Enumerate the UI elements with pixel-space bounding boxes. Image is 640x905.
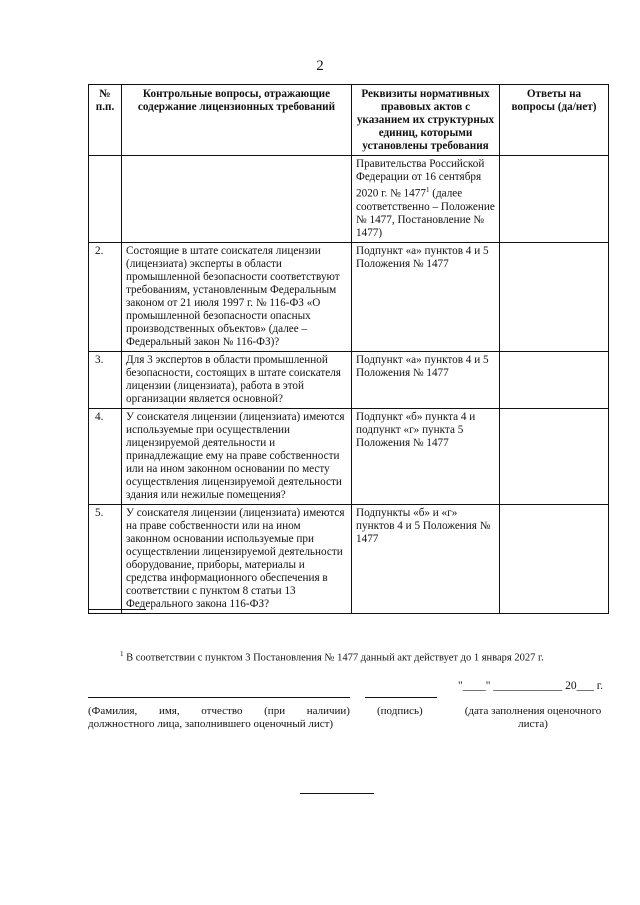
cell-answer[interactable]	[500, 504, 609, 613]
table-row	[89, 504, 609, 613]
fio-caption-line2: должностного лица, заполнившего оценочный лист)	[88, 718, 334, 730]
signature-line[interactable]	[365, 697, 437, 698]
table-header-row	[89, 85, 609, 156]
cell-question: У соискателя лицензии (лицензиата) имеются на праве собственности или на ином законном основании используемые при осуществлении лицензируемой деятельности оборудование, приборы, материалы и средства информационного обеспечения в соответствии с пунктом 8 статьи 13 Федерального закона 116-ФЗ?	[122, 504, 352, 613]
fio-caption	[88, 705, 350, 731]
cell-num: 3.	[89, 351, 122, 408]
cell-requisites: Подпункт «б» пункта 4 и подпункт «г» пункта 5 Положения № 1477	[352, 408, 500, 504]
cell-num: 4.	[89, 408, 122, 504]
page-number: 2	[316, 58, 324, 74]
cell-question: Состоящие в штате соискателя лицензии (лицензиата) эксперты в области промышленной безопасности соответствуют требованиям, установленным Федеральным законом от 21 июля 1997 г. № 116-ФЗ «О промышленной безопасности опасных производственных объектов» (далее – Федеральный закон № 116-ФЗ)?	[122, 242, 352, 351]
table-row	[89, 242, 609, 351]
header-num: № п.п.	[89, 85, 122, 156]
cell-num	[89, 156, 122, 243]
fio-word: (Фамилия,	[88, 705, 138, 717]
cell-num: 2.	[89, 242, 122, 351]
cell-requisites: Подпункт «а» пунктов 4 и 5 Положения № 1477	[352, 351, 500, 408]
cell-requisites: Подпункт «а» пунктов 4 и 5 Положения № 1477	[352, 242, 500, 351]
header-requisites: Реквизиты нормативных правовых актов с указанием их структурных единиц, которыми установлены требования	[352, 85, 500, 156]
cell-num: 5.	[89, 504, 122, 613]
fio-word: наличии)	[306, 705, 350, 717]
cell-answer[interactable]	[500, 156, 609, 243]
signature-caption: (подпись)	[377, 705, 423, 717]
cell-question	[122, 156, 352, 243]
date-caption: (дата заполнения оценочного листа)	[464, 705, 602, 730]
cell-answer[interactable]	[500, 351, 609, 408]
table-row	[89, 408, 609, 504]
footnote-ref: 1	[425, 186, 430, 194]
cell-question: У соискателя лицензии (лицензиата) имеются используемые при осуществлении лицензируемой деятельности и принадлежащие ему на праве собственности или на ином законном основании по месту осуществления лицензируемой деятельности здания или нежилые помещения?	[122, 408, 352, 504]
header-answer: Ответы на вопросы (да/нет)	[500, 85, 609, 156]
cell-question: Для 3 экспертов в области промышленной безопасности, состоящих в штате соискателя лицензии (лицензиата), работа в этой организации является основной?	[122, 351, 352, 408]
license-checklist-table	[88, 84, 609, 614]
footnote-text: В соответствии с пунктом 3 Постановления № 1477 данный акт действует до 1 января 2027 г.	[123, 652, 544, 664]
fio-line[interactable]	[88, 697, 350, 698]
requisites-text-rest: (далее соответственно – Положение № 1477, Постановление № 1477)	[356, 187, 495, 239]
header-question: Контрольные вопросы, отражающие содержание лицензионных требований	[122, 85, 352, 156]
footnote-marker: 1	[120, 650, 124, 658]
cell-requisites: Подпункты «б» и «г» пунктов 4 и 5 Положения № 1477	[352, 504, 500, 613]
cell-answer[interactable]	[500, 408, 609, 504]
requisites-text: Правительства Российской Федерации от 16 сентября 2020 г. № 1477	[356, 158, 485, 200]
cell-requisites	[352, 156, 500, 243]
footnote	[120, 650, 600, 664]
fio-word: отчество	[201, 705, 243, 717]
table-row	[89, 351, 609, 408]
fio-word: имя,	[158, 705, 180, 717]
footnote-separator	[88, 609, 146, 610]
end-of-document-line	[300, 793, 374, 794]
table-row-continuation	[89, 156, 609, 243]
date-fill-line[interactable]: "____" ____________ 20___ г.	[458, 680, 604, 692]
fio-word: (при	[264, 705, 286, 717]
cell-answer[interactable]	[500, 242, 609, 351]
